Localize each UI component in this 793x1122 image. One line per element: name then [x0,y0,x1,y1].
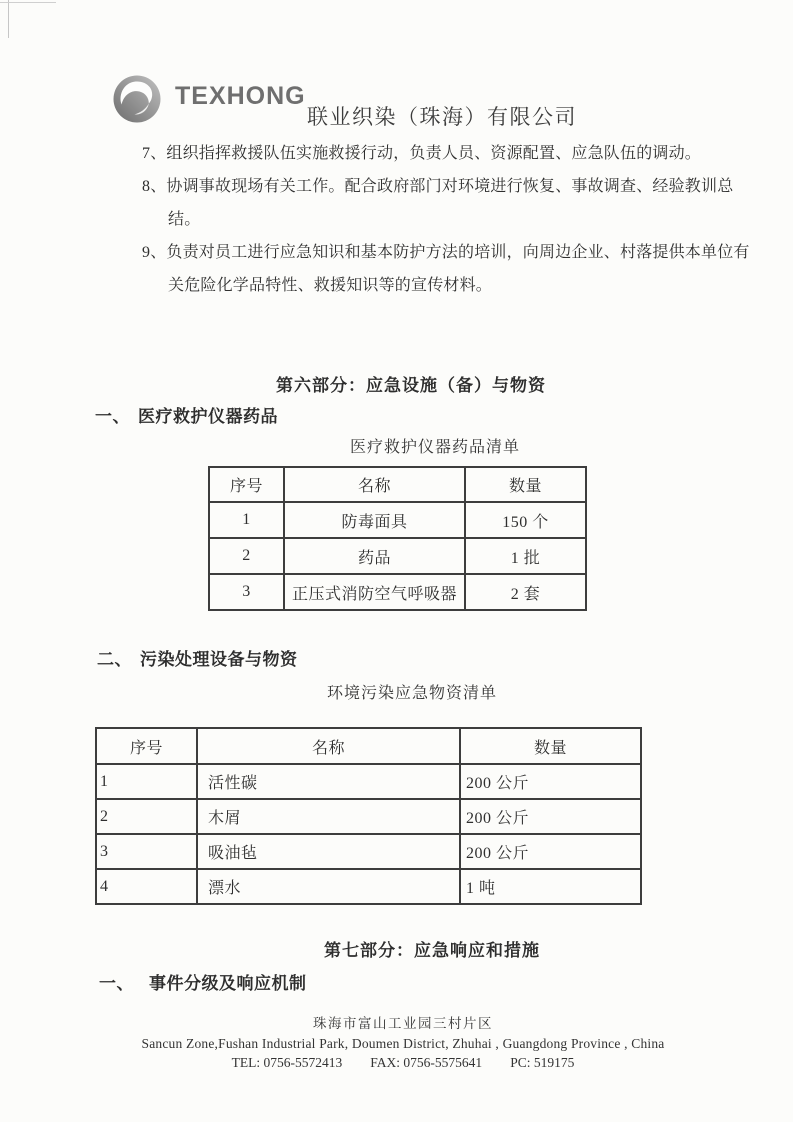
table-row [96,764,641,799]
table-cell: 木屑 [197,799,460,834]
column-header-name: 名称 [197,728,460,764]
table-row [96,799,641,834]
table-cell: 2 [96,799,197,834]
column-header-quantity: 数量 [465,467,586,502]
subsection-number: 一、 [95,407,130,426]
table-cell: 吸油毡 [197,834,460,869]
list-item-number: 8、 [142,178,167,195]
footer-pc: PC: 519175 [510,1055,575,1070]
logo-wordmark: TEXHONG [175,81,306,110]
table-cell: 200 公斤 [460,764,641,799]
texhong-sphere-icon [112,74,162,124]
table-cell: 3 [96,834,197,869]
table-header-row [209,467,586,502]
table-cell: 1 [209,502,284,538]
scan-edge-mark [8,0,9,38]
table-cell: 200 公斤 [460,799,641,834]
section7-title: 第七部分：应急响应和措施 [324,941,540,960]
table-cell: 4 [96,869,197,904]
table-row [96,834,641,869]
table-cell: 1 [96,764,197,799]
responsibility-list [142,137,754,302]
column-header-name: 名称 [284,467,465,502]
subsection-label: 污染处理设备与物资 [140,650,298,669]
list-item-text: 组织指挥救援队伍实施救援行动，负责人员、资源配置、应急队伍的调动。 [166,145,702,162]
table-cell: 药品 [284,538,465,574]
section6-title: 第六部分：应急设施（备）与物资 [276,376,546,395]
subsection-heading-medical [95,402,278,427]
footer-tel: TEL: 0756-5572413 [231,1055,343,1070]
list-item-text: 负责对员工进行应急知识和基本防护方法的培训，向周边企业、村落提供本单位有关危险化学品特性、救援知识等的宣传材料。 [166,244,750,294]
table-cell: 1 批 [465,538,586,574]
table-cell: 活性碳 [197,764,460,799]
footer-address-en: Sancun Zone,Fushan Industrial Park, Doumen District, Zhuhai , Guangdong Province , China [141,1036,665,1051]
table-cell: 3 [209,574,284,610]
subsection-label: 事件分级及响应机制 [149,974,307,993]
table-cell: 2 套 [465,574,586,610]
subsection-label: 医疗救护仪器药品 [138,407,278,426]
table-row [209,574,586,610]
table2-caption: 环境污染应急物资清单 [326,685,497,702]
list-item-number: 7、 [142,145,167,162]
table-cell: 2 [209,538,284,574]
table-cell: 防毒面具 [284,502,465,538]
table-cell: 200 公斤 [460,834,641,869]
list-item-text: 协调事故现场有关工作。配合政府部门对环境进行恢复、事故调查、经验教训总结。 [166,178,734,228]
table-cell: 正压式消防空气呼吸器 [284,574,465,610]
column-header-index: 序号 [96,728,197,764]
company-logo [112,74,306,124]
table-header-row [96,728,641,764]
column-header-index: 序号 [209,467,284,502]
column-header-quantity: 数量 [460,728,641,764]
list-item [142,137,754,170]
subsection-number: 一、 [99,974,134,993]
subsection-heading-event-grading [99,969,307,994]
subsection-heading-pollution [97,645,298,670]
pollution-supplies-table [95,727,642,905]
footer-fax: FAX: 0756-5575641 [370,1055,483,1070]
table-row [96,869,641,904]
table-cell: 1 吨 [460,869,641,904]
page-footer [23,1012,783,1071]
table-cell: 漂水 [197,869,460,904]
table-row [209,502,586,538]
scan-edge-mark [0,2,56,3]
table1-caption: 医疗救护仪器药品清单 [349,439,520,456]
company-name: 联业织染（珠海）有限公司 [307,105,577,129]
subsection-number: 二、 [97,650,132,669]
table-row [209,538,586,574]
footer-contact-line [23,1055,783,1071]
list-item [142,170,754,236]
list-item-number: 9、 [142,244,167,261]
footer-address-cn: 珠海市富山工业园三村片区 [313,1016,493,1031]
table-cell: 150 个 [465,502,586,538]
medical-equipment-table [208,466,587,611]
list-item [142,236,754,302]
